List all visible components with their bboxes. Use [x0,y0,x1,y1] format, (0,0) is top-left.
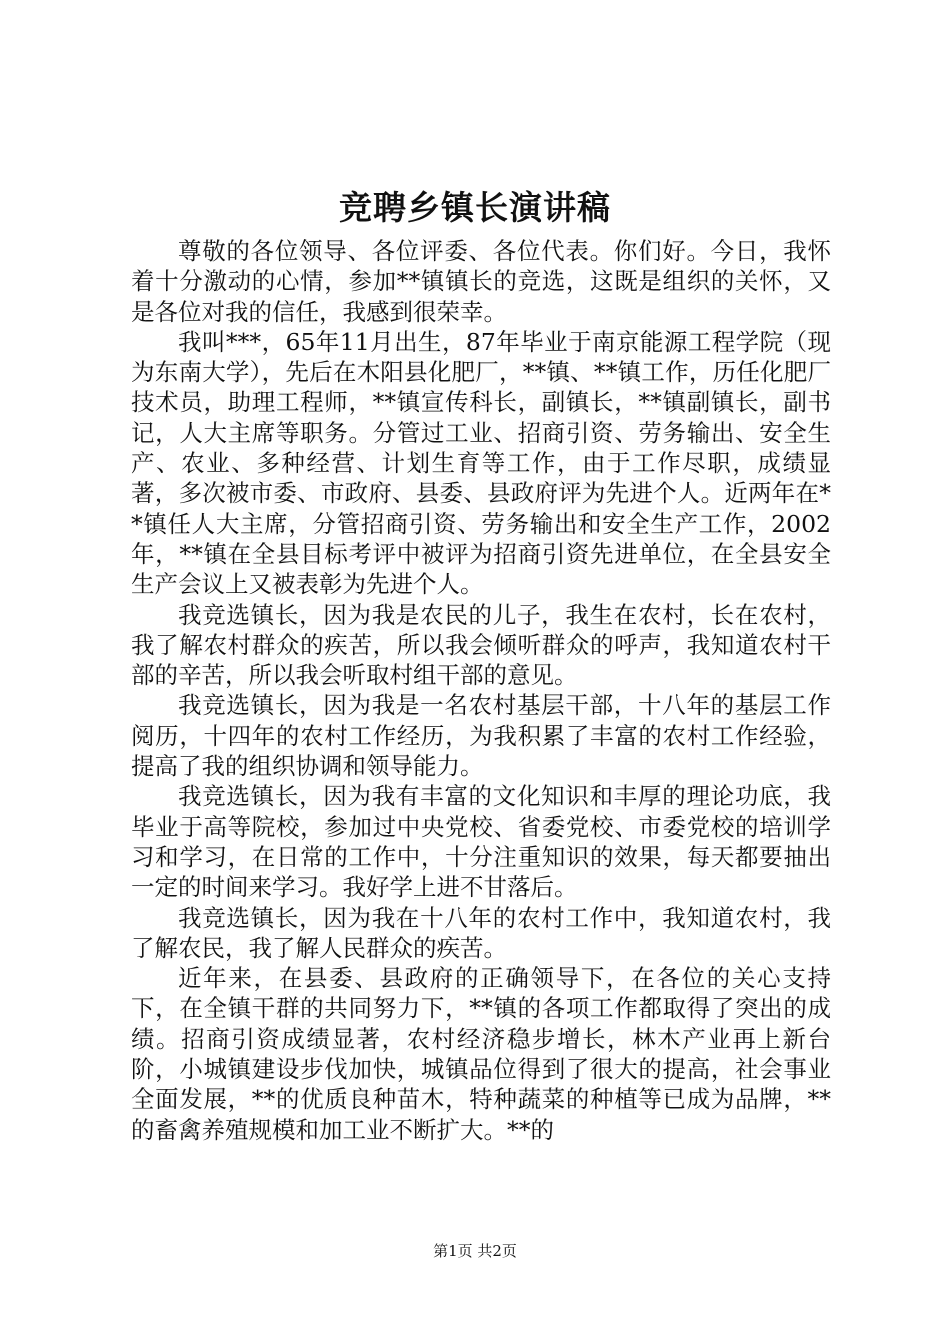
paragraph-background: 我叫***，65年11月出生，87年毕业于南京能源工程学院（现为东南大学），先后在木阳县化肥厂，**镇、**镇工作，历任化肥厂技术员，助理工程师，**镇宣传科长，副镇长，**镇副镇长，副书记，人大主席等职务。分管过工业、招商引资、劳务输出、安全生产、农业、多种经营、计划生育等工作，由于工作尽职，成绩显著，多次被市委、市政府、县委、县政府评为先进个人。近两年在**镇任人大主席，分管招商引资、劳务输出和安全生产工作，2002年，**镇在全县目标考评中被评为招商引资先进单位，在全县安全生产会议上又被表彰为先进个人。 [131,327,831,599]
paragraph-reason-experience: 我竞选镇长，因为我在十八年的农村工作中，我知道农村，我了解农民，我了解人民群众的疾苦。 [131,903,831,962]
paragraph-reason-cadre: 我竞选镇长，因为我是一名农村基层干部，十八年的基层工作阅历，十四年的农村工作经历，为我积累了丰富的农村工作经验，提高了我的组织协调和领导能力。 [131,691,831,781]
paragraph-greeting: 尊敬的各位领导、各位评委、各位代表。你们好。今日，我怀着十分激动的心情，参加**镇镇长的竞选，这既是组织的关怀，又是各位对我的信任，我感到很荣幸。 [131,237,831,326]
document-body [131,236,831,1145]
paragraph-reason-farmer: 我竞选镇长，因为我是农民的儿子，我生在农村，长在农村，我了解农村群众的疾苦，所以我会倾听群众的呼声，我知道农村干部的辛苦，所以我会听取村组干部的意见。 [131,600,831,690]
document-title: 竞聘乡镇长演讲稿 [339,188,611,227]
paragraph-reason-knowledge: 我竞选镇长，因为我有丰富的文化知识和丰厚的理论功底，我毕业于高等院校，参加过中央党校、省委党校、市委党校的培训学习和学习，在日常的工作中，十分注重知识的效果，每天都要抽出一定的时间来学习。我好学上进不甘落后。 [131,782,831,902]
paragraph-achievements: 近年来，在县委、县政府的正确领导下，在各位的关心支持下，在全镇干群的共同努力下，**镇的各项工作都取得了突出的成绩。招商引资成绩显著，农村经济稳步增长，林木产业再上新台阶，小城镇建设步伐加快，城镇品位得到了很大的提高，社会事业全面发展，**的优质良种苗木，特种蔬菜的种植等已成为品牌，**的畜禽养殖规模和加工业不断扩大。**的 [131,964,831,1144]
page-number-footer: 第1页 共2页 [433,1242,517,1260]
